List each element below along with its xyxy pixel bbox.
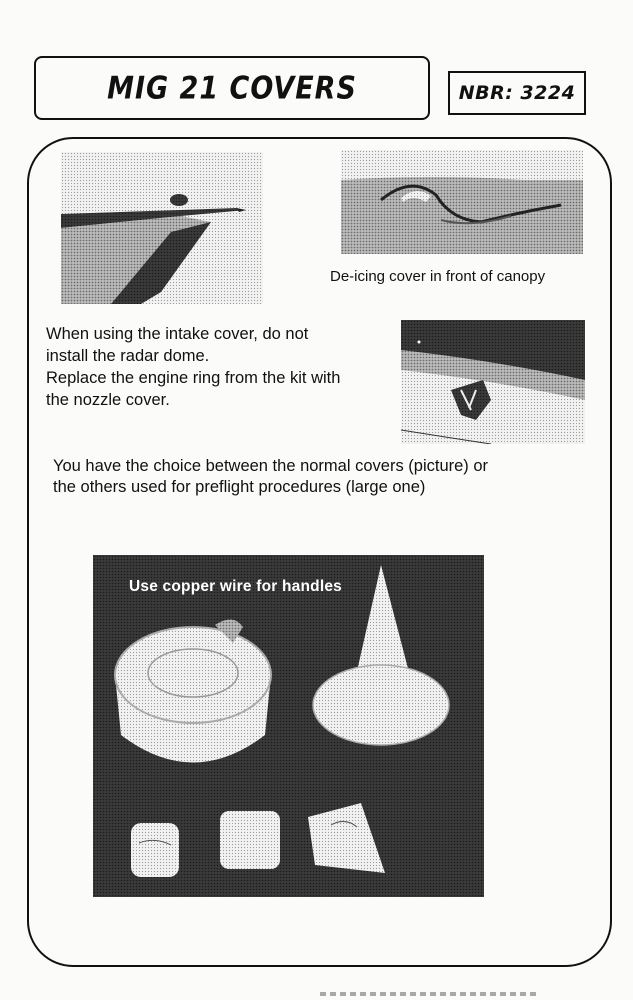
canopy-caption: De-icing cover in front of canopy (330, 268, 546, 285)
choice-line: You have the choice between the normal covers (picture) or (53, 457, 489, 475)
covers-set-photo-icon (93, 555, 484, 897)
covers-set-photo (93, 555, 484, 897)
page-title: MIG 21 COVERS (107, 70, 357, 106)
canopy-deicing-photo-icon (341, 150, 583, 254)
product-number-box (448, 71, 586, 115)
intake-line: the nozzle cover. (46, 391, 170, 409)
covers-photo-label: Use copper wire for handles (129, 578, 342, 595)
title-box (34, 56, 430, 120)
intake-instructions (46, 323, 396, 411)
intake-line: install the radar dome. (46, 347, 210, 365)
intake-line: Replace the engine ring from the kit with (46, 369, 341, 387)
scan-artifact (320, 992, 540, 996)
product-number: NBR: 3224 (458, 82, 576, 104)
nozzle-cover-photo (401, 320, 585, 444)
canopy-deicing-photo (341, 150, 583, 254)
choice-line: the others used for preflight procedures (large one) (53, 478, 426, 496)
nozzle-cover-photo-icon (401, 320, 585, 444)
radar-dome-photo-icon (61, 152, 263, 304)
radar-dome-photo (61, 152, 263, 304)
intake-line: When using the intake cover, do not (46, 325, 309, 343)
choice-instructions (53, 456, 593, 498)
